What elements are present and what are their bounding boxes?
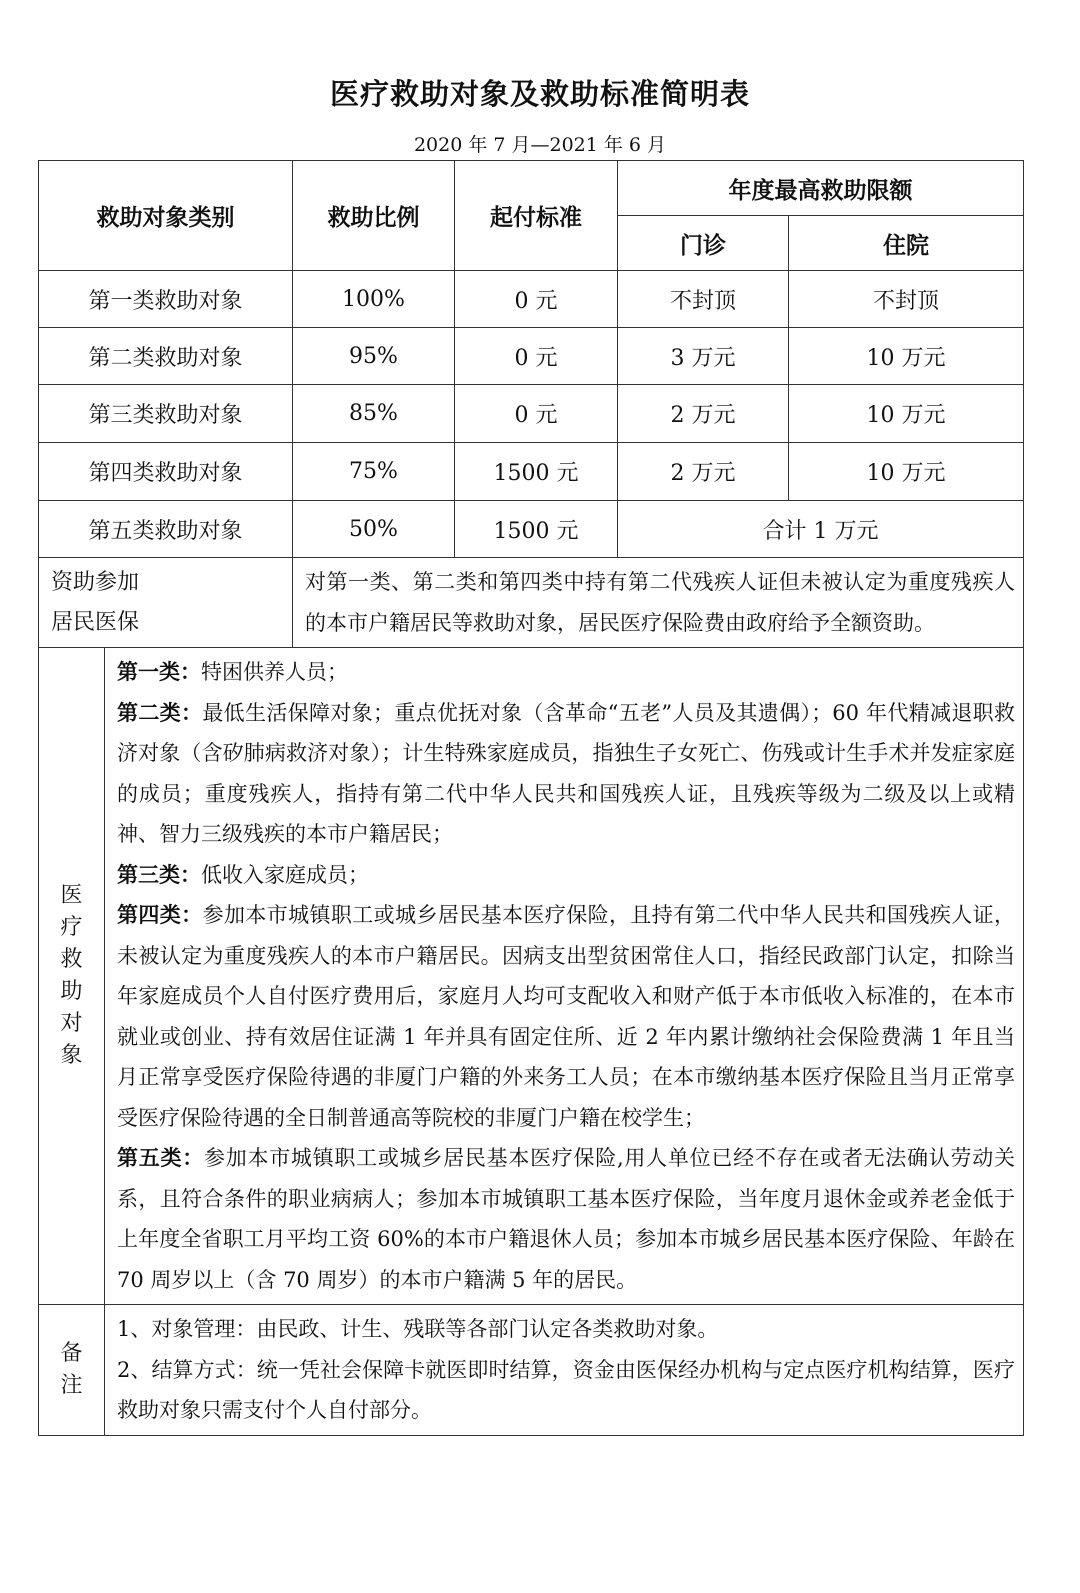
row-inpatient: 10 万元 [789, 328, 1024, 385]
note-item: 1、对象管理：由民政、计生、残联等各部门认定各类救助对象。 [117, 1317, 719, 1341]
row-inpatient: 不封顶 [789, 271, 1024, 328]
subsidy-row [39, 558, 1024, 648]
row-outpatient: 2 万元 [618, 385, 789, 443]
notes-label [39, 1305, 105, 1436]
target-item [117, 855, 1015, 896]
row-inpatient: 10 万元 [789, 443, 1024, 501]
row-category: 第三类救助对象 [39, 385, 293, 443]
row-ratio: 100% [293, 271, 455, 328]
header-inpatient: 住院 [789, 216, 1024, 271]
row-threshold: 0 元 [455, 328, 618, 385]
row-ratio: 75% [293, 443, 455, 501]
subsidy-text: 对第一类、第二类和第四类中持有第二代残疾人证但未被认定为重度残疾人的本市户籍居民等救助对象，居民医疗保险费由政府给予全额资助。 [293, 558, 1024, 648]
row-category: 第五类救助对象 [39, 501, 293, 558]
targets-label-char: 助 [60, 979, 83, 1004]
target-category: 第三类： [117, 862, 201, 887]
target-text: 特困供养人员； [201, 660, 348, 684]
subsidy-label-line: 资助参加 [51, 569, 140, 595]
targets-label-char: 救 [60, 947, 83, 972]
targets-label-char: 医 [60, 883, 83, 908]
notes-content [105, 1305, 1024, 1436]
row-threshold: 1500 元 [455, 501, 618, 558]
target-text: 参加本市城镇职工或城乡居民基本医疗保险，且持有第二代中华人民共和国残疾人证，未被认定为重度残疾人的本市户籍居民。因病支出型贫困常住人口，指经民政部门认定，扣除当年家庭成员个人自付医疗费用后，家庭月人均可支配收入和财产低于本市低收入标准的，在本市就业或创业、持有效居住证满 1 年并具有固定住所、近 2 年内累计缴纳社会保险费满 1 年且当月正常享受医疗保险待遇的非厦门户籍的外来务工人员；在本市缴纳基本医疗保险且当月正常享受医疗保险待遇的全日制普通高等院校的非厦门户籍在校学生； [117, 903, 1015, 1130]
table-row [39, 271, 1024, 328]
targets-label-char: 象 [60, 1043, 83, 1068]
row-threshold: 0 元 [455, 271, 618, 328]
row-ratio: 95% [293, 328, 455, 385]
row-outpatient: 3 万元 [618, 328, 789, 385]
table-row [39, 328, 1024, 385]
target-item [117, 652, 1015, 693]
note-item: 2、结算方式：统一凭社会保障卡就医即时结算，资金由医保经办机构与定点医疗机构结算，医疗救助对象只需支付个人自付部分。 [117, 1357, 1015, 1422]
row-outpatient: 不封顶 [618, 271, 789, 328]
table-row [39, 443, 1024, 501]
subsidy-label-line: 居民医保 [51, 609, 140, 635]
notes-label-char: 注 [60, 1372, 83, 1398]
row-outpatient: 2 万元 [618, 443, 789, 501]
header-threshold: 起付标准 [455, 161, 618, 271]
notes-row [39, 1305, 1024, 1436]
header-outpatient: 门诊 [618, 216, 789, 271]
header-annual-limit: 年度最高救助限额 [618, 161, 1024, 216]
targets-content [105, 648, 1024, 1305]
document-title: 医疗救助对象及救助标准简明表 [329, 77, 750, 111]
targets-label-char: 疗 [60, 915, 83, 940]
row-ratio: 85% [293, 385, 455, 443]
row-threshold: 0 元 [455, 385, 618, 443]
target-text: 最低生活保障对象；重点优抚对象（含革命“五老”人员及其遗偶）；60 年代精减退职救济对象（含矽肺病救济对象）；计生特殊家庭成员，指独生子女死亡、伤残或计生手术并发症家庭的成员；重度残疾人，指持有第二代中华人民共和国残疾人证，且残疾等级为二级及以上或精神、智力三级残疾的本市户籍居民； [117, 700, 1016, 846]
targets-label-char: 对 [60, 1011, 83, 1036]
table-row [39, 385, 1024, 443]
target-category: 第五类： [117, 1146, 204, 1170]
target-text: 参加本市城镇职工或城乡居民基本医疗保险,用人单位已经不存在或者无法确认劳动关系，且符合条件的职业病病人；参加本市城镇职工基本医疗保险，当年度月退休金或养老金低于上年度全省职工月平均工资 60%的本市户籍退休人员；参加本市城乡居民基本医疗保险、年龄在 70 周岁以上（含 70 周岁）的本市户籍满 5 年的居民。 [117, 1146, 1016, 1292]
notes-label-char: 备 [60, 1340, 83, 1366]
target-item [117, 895, 1015, 1138]
target-category: 第一类： [117, 660, 201, 684]
assistance-table [38, 160, 1024, 1436]
target-category: 第二类： [117, 700, 203, 725]
row-threshold: 1500 元 [455, 443, 618, 501]
row-category: 第一类救助对象 [39, 271, 293, 328]
row-category: 第二类救助对象 [39, 328, 293, 385]
header-ratio: 救助比例 [293, 161, 455, 271]
header-row-1 [39, 161, 1024, 216]
row-combined-limit: 合计 1 万元 [618, 501, 1024, 558]
row-inpatient: 10 万元 [789, 385, 1024, 443]
target-item [117, 693, 1015, 855]
document-period: 2020 年 7 月—2021 年 6 月 [413, 134, 667, 156]
subsidy-label [39, 558, 293, 648]
header-category: 救助对象类别 [39, 161, 293, 271]
targets-row [39, 648, 1024, 1305]
targets-label [39, 648, 105, 1305]
table-row [39, 501, 1024, 558]
target-item [117, 1138, 1015, 1300]
row-category: 第四类救助对象 [39, 443, 293, 501]
target-text: 低收入家庭成员； [201, 862, 369, 887]
target-category: 第四类： [117, 903, 203, 927]
row-ratio: 50% [293, 501, 455, 558]
